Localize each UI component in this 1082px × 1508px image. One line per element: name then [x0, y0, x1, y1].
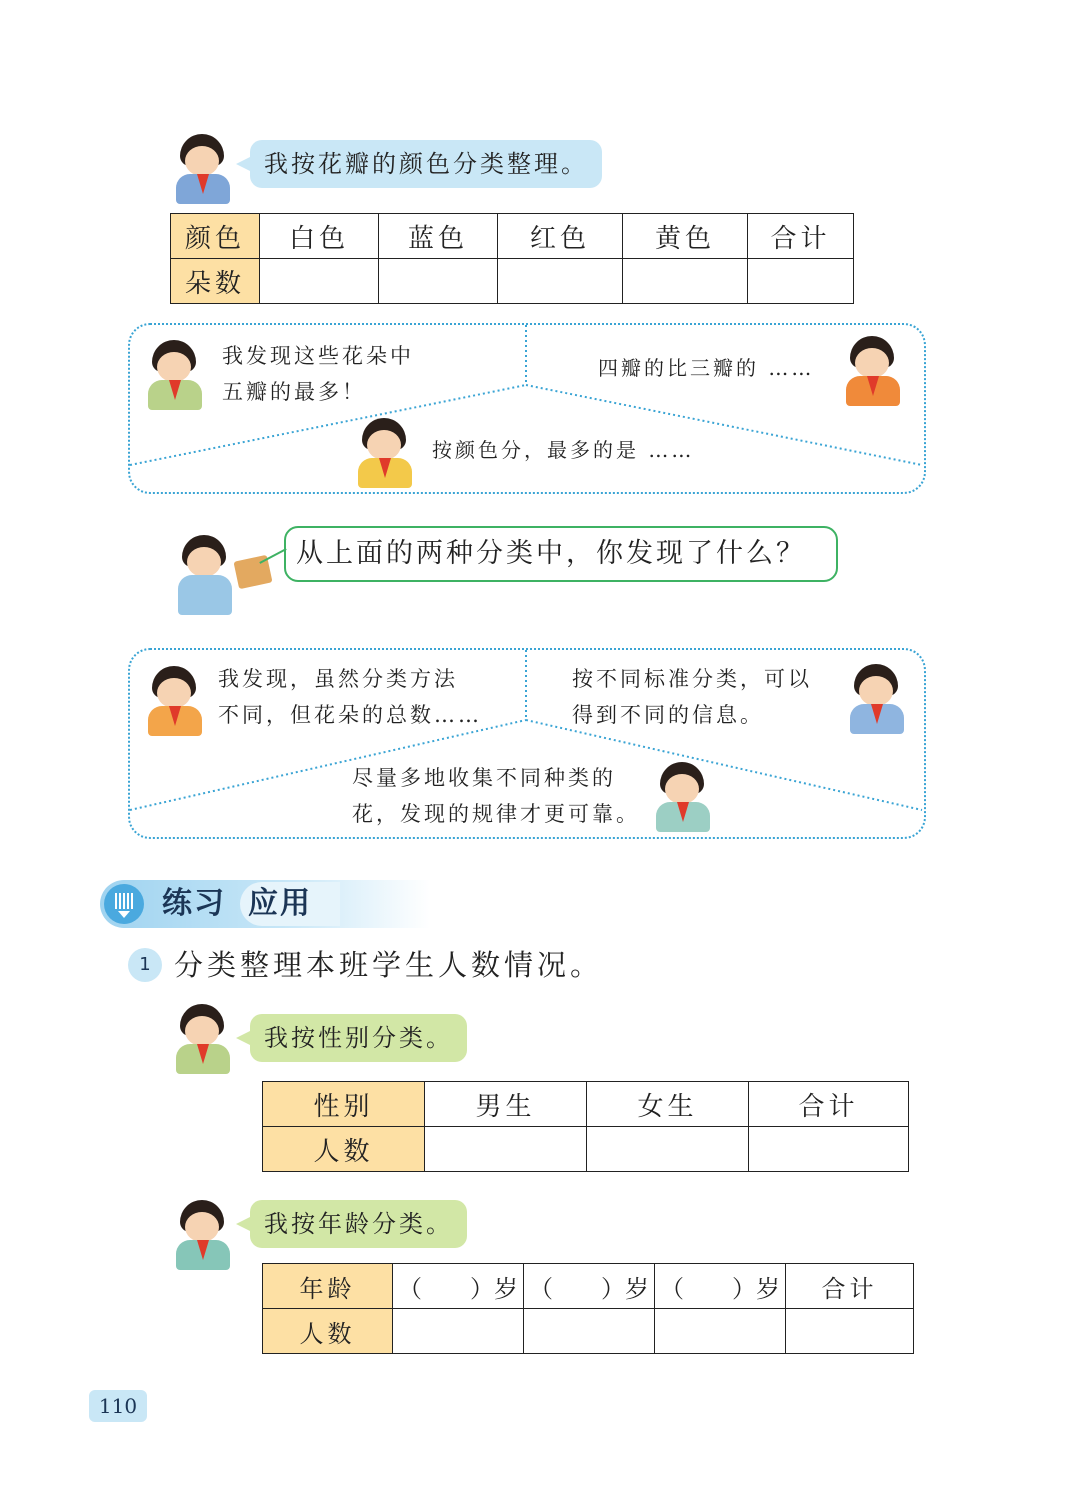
table-header-cell: （ ）岁	[393, 1264, 524, 1309]
table-header-cell: 颜色	[171, 214, 260, 259]
boy-avatar	[652, 762, 714, 832]
section-title-part1: 练习	[162, 886, 226, 921]
table-cell	[425, 1127, 587, 1172]
boy-avatar	[172, 134, 234, 204]
discussion-text: 四瓣的比三瓣的 ……	[598, 356, 815, 380]
table-cell	[260, 259, 379, 304]
text-line: 五瓣的最多！	[222, 380, 366, 404]
girl-avatar	[144, 340, 206, 410]
text-line: 按不同标准分类，可以	[572, 667, 812, 691]
text-line: 我发现，虽然分类方法	[218, 667, 458, 691]
section-title-part2: 应用	[248, 886, 312, 921]
table-header-cell: 合计	[786, 1264, 914, 1309]
speech-bubble-gender: 我按性别分类。	[250, 1014, 467, 1062]
table-header-cell: 男生	[425, 1082, 587, 1127]
table-cell	[587, 1127, 749, 1172]
table-cell	[379, 259, 498, 304]
table-row-label: 人数	[263, 1309, 393, 1354]
table-cell	[498, 259, 623, 304]
table-cell	[786, 1309, 914, 1354]
teacher-avatar	[174, 535, 246, 615]
table-cell	[524, 1309, 655, 1354]
question-text: 从上面的两种分类中，你发现了什么？	[296, 538, 806, 569]
boy-avatar	[172, 1200, 234, 1270]
section-header	[100, 880, 430, 928]
page-number-badge	[89, 1390, 147, 1422]
girl-avatar	[354, 418, 416, 488]
girl-avatar	[172, 1004, 234, 1074]
table-header-cell: 性别	[263, 1082, 425, 1127]
text-line: 不同，但花朵的总数……	[218, 703, 482, 727]
text-line: 尽量多地收集不同种类的	[352, 766, 616, 790]
speech-bubble-color: 我按花瓣的颜色分类整理。	[250, 140, 602, 188]
discussion-text	[222, 338, 414, 410]
discussion-text: 按颜色分，最多的是 ……	[432, 438, 695, 462]
table-cell	[749, 1127, 909, 1172]
table-header-cell: 蓝色	[379, 214, 498, 259]
table-header-cell: 黄色	[623, 214, 748, 259]
color-table	[170, 213, 854, 304]
exercise-text: 分类整理本班学生人数情况。	[174, 948, 604, 982]
table-header-cell: （ ）岁	[655, 1264, 786, 1309]
discussion-text	[352, 760, 640, 832]
exercise-number-badge	[128, 948, 162, 982]
girl-avatar	[846, 664, 908, 734]
table-row-label: 人数	[263, 1127, 425, 1172]
discussion-text	[218, 661, 482, 733]
table-header-cell: 合计	[748, 214, 854, 259]
text-line: 我发现这些花朵中	[222, 344, 414, 368]
table-header-cell: （ ）岁	[524, 1264, 655, 1309]
pencil-icon	[104, 884, 144, 924]
table-cell	[623, 259, 748, 304]
boy-avatar	[842, 336, 904, 406]
table-header-cell: 红色	[498, 214, 623, 259]
discussion-text	[572, 661, 812, 733]
girl-avatar	[144, 666, 206, 736]
text-line: 花，发现的规律才更可靠。	[352, 802, 640, 826]
teacher-question-bubble	[284, 526, 838, 582]
speech-bubble-age: 我按年龄分类。	[250, 1200, 467, 1248]
table-header-cell: 白色	[260, 214, 379, 259]
gender-table	[262, 1081, 909, 1172]
exercise-number: 1	[139, 954, 151, 975]
table-header-cell: 合计	[749, 1082, 909, 1127]
page-number: 110	[98, 1394, 138, 1418]
age-table	[262, 1263, 914, 1354]
table-header-cell: 女生	[587, 1082, 749, 1127]
table-cell	[655, 1309, 786, 1354]
table-header-cell: 年龄	[263, 1264, 393, 1309]
table-cell	[748, 259, 854, 304]
table-cell	[393, 1309, 524, 1354]
text-line: 得到不同的信息。	[572, 703, 764, 727]
table-row-label: 朵数	[171, 259, 260, 304]
